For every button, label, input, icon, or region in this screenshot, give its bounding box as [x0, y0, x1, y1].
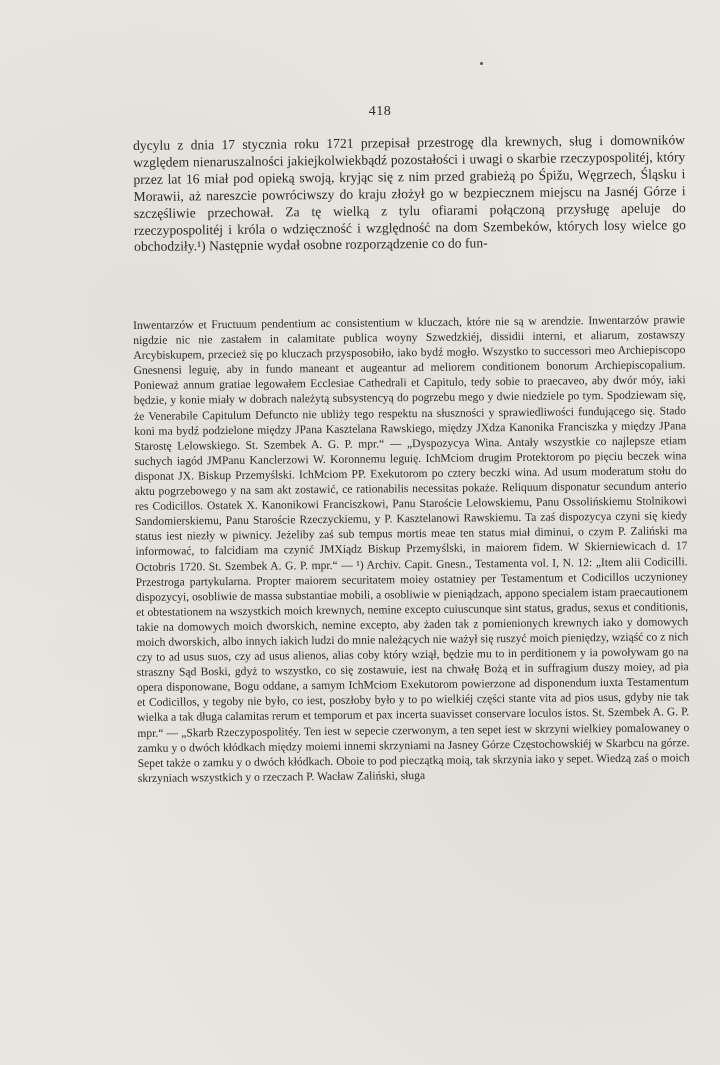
- main-paragraph: dycylu z dnia 17 stycznia roku 1721 przepisał przestrogę dla krewnych, sług i domowników względem nienaruszalności jakiejkolwiekbądź pozostałości i uwagi o skarbie rzeczypospolitéj, który przez lat 16 miał pod opieką swoją, kryjąc się z nim przed grabieżą po Śpižu, Węgrzech, Śląsku i Morawii, aż nareszcie powróciwszy do kraju złożył go w bezpiecznem miejscu na Jasnéj Górze i szczęśliwie przechował. Za tę wielką z tylu ofiarami połączoną przysługę apeluje do rzeczypospolitéj i króla o wdzięczność i względność na dom Szembeków, których losy wielce go obchodziły.¹) Następnie wydał osobne rozporządzenie co do fun-: [133, 132, 687, 255]
- footnotes-block: [133, 312, 690, 786]
- page-number: 418: [368, 104, 392, 119]
- paper-speck: [480, 62, 483, 65]
- main-body-text: [133, 132, 686, 256]
- footnotes-paragraph: Inwentarzów et Fructuum pendentium ac consistentium w kluczach, które nie są w arendzie. Inwentarzów prawie nigdzie nic nie zastałem in calamitate publica woyny Szwedzkiéj, dissidii interni, et aliarum, zostawszy Arcybiskupem, przecież się po kluczach przysposobiło, iako bydź mogło. Wszystko to successori meo Archiepiscopo Gnesnensi leguię, aby in fundo maneant et augeantur ad meliorem conditionem bonorum Archiepiscopalium. Ponieważ annum gratiae legowałem Ecclesiae Cathedrali et Capitulo, tedy sobie to praecaveo, aby dwór móy, iaki będzie, y konie miały w dobrach należytą subsystencyą do pogrzebu mego y dwie niedziele po tym. Spodziewam się, że Venerabile Capitulum Defuncto nie ubliży tego respektu na słuszności y sprawiedliwości fundującego się. Stado koni ma bydź podzielone między JPana Kasztelana Rawskiego, między JXdza Kanonika Franciszka y między JPana Starostę Lelowskiego. St. Szembek A. G. P. mpr.“ — „Dyspozycya Wina. Antały wszystkie co najlepsze etiam suchych iagód JMPanu Kanclerzowi W. Koronnemu leguię. IchMciom drugim Protektorom po pięciu beczek wina disponat JX. Biskup Przemyślski. IchMciom PP. Exekutorom po cztery beczki wina. Ad usum moderatum stołu do aktu pogrzebowego y na sam akt zostawić, ce rationabilis necessitas pokaże. Reliquum disponatur secundum anterio res Codicillos. Ostatek X. Kanonikowi Franciszkowi, Panu Staroście Lelowskiemu, Panu Ossolińskiemu Stolnikowi Sandomierskiemu, Panu Staroście Rzeczyckiemu, y P. Kasztelanowi Rawskiemu. Ta zaś dispozycya czyni się kiedy status iest niezły w piwnicy. Jeżeliby zaś sub tempus mortis meae ten status miał diminui, o czym P. Zaliński ma informować, to falcidiam ma czynić JMXiądz Biskup Przemyślski, in maiorem fidem. W Skierniewicach d. 17 Octobris 1720. St. Szembek A. G. P. mpr.“ — ¹) Archiv. Capit. Gnesn., Testamenta vol. I, N. 12: „Item alii Codicilli. Przestroga partykularna. Propter maiorem securitatem moiey ostatniey per Testamentum et Codicillos uczynioney dispozycyi, osobliwie de massa substantiae mobili, a osobliwie w pieniądzach, appono specialem istam praecautionem et obtestationem na wszystkich moich krewnych, nemine excepto cuiuscunque sint status, gradus, sexus et conditionis, takie na domowych moich dworskich, nemine excepto, aby żaden tak z pomienionych krewnych iako y domowych moich dworskich, albo innych iakich ludzi do mnie należących nie ważył się ruszyć moich pieniędzy, wziąść co z nich czy to ad usus suos, czy ad usus alienos, alias coby który wziął, będzie mu to in perditionem y ia powoływam go na straszny Sąd Boski, gdyż to wszystko, co się zostawuie, iest na chwałę Bożą et in suffragium duszy moiey, ad pia opera disponowane, Bogu oddane, a samym IchMciom Exekutorom powierzone ad disponendum iuxta Testamentum et Codicillos, y tegoby nie było, co iest, poszłoby było y to po wielkiéj części stante vita ad pios usus, gdyby nie tak wielka a tak długa calamitas rerum et temporum et pax incerta suavisset conservare loculos istos. St. Szembek A. G. P. mpr.“ — „Skarb Rzeczypospolitéy. Ten iest w sepecie czerwonym, a ten sepet iest w skrzyni wielkiey pomalowaney o zamku y o dwóch kłódkach między moiemi innemi skrzyniami na Jasney Górze Częstochowskiéj w Skarbcu na górze. Sepet także o zamku y o dwóch kłódkach. Oboie to pod pieczątką moią, tak skrzynia iako y sepet. Wiedzą zaś o moich skrzyniach wszystkich y o rzeczach P. Wacław Zaliński, sługa: [133, 313, 690, 785]
